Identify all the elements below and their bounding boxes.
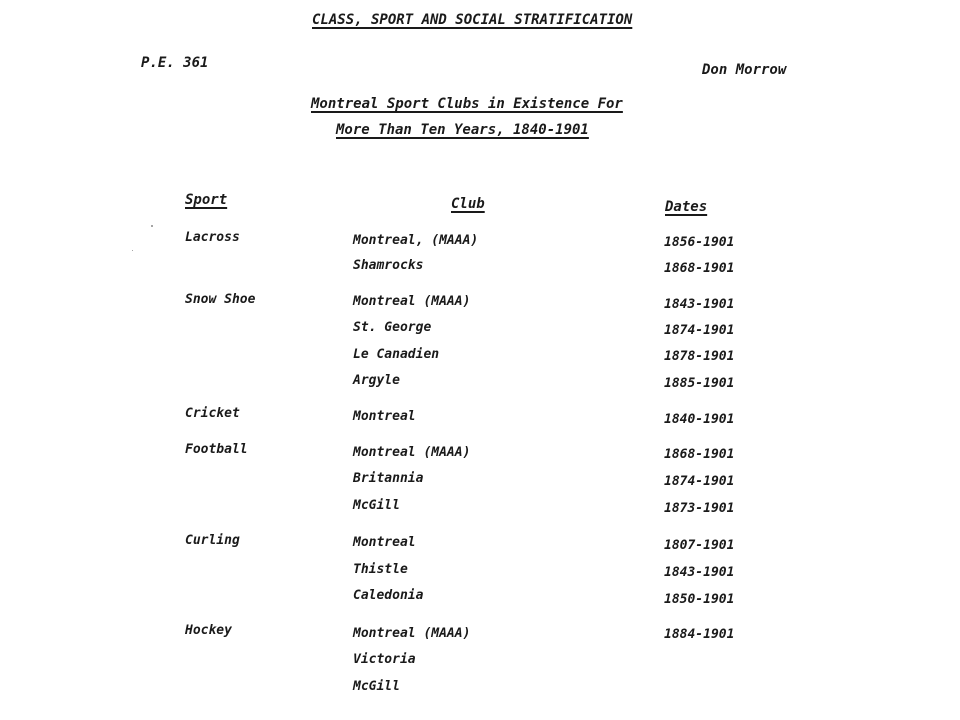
column-header-dates: Dates [665,199,708,215]
dates-cell: 1885-1901 [664,376,735,391]
club-cell: Montreal (MAAA) [353,626,471,641]
club-cell: McGill [353,498,400,513]
author-name: Don Morrow [702,62,787,78]
column-header-sport: Sport [185,192,228,208]
scan-speck [132,250,133,251]
club-cell: Argyle [353,373,400,388]
dates-cell: 1856-1901 [664,235,735,250]
table-title-line-1: Montreal Sport Clubs in Existence For [311,96,623,112]
sport-cell: Curling [185,533,240,548]
scan-speck [151,225,153,227]
dates-cell: 1868-1901 [664,261,735,276]
club-cell: Shamrocks [353,258,424,273]
sport-cell: Cricket [185,406,240,421]
column-header-club: Club [451,196,485,212]
sport-cell: Football [185,442,248,457]
dates-cell: 1873-1901 [664,501,735,516]
dates-cell: 1868-1901 [664,447,735,462]
sport-cell: Snow Shoe [185,292,256,307]
sport-cell: Lacross [185,230,240,245]
club-cell: Caledonia [353,588,424,603]
dates-cell: 1878-1901 [664,349,735,364]
dates-cell: 1874-1901 [664,474,735,489]
club-cell: St. George [353,320,432,335]
club-cell: Britannia [353,471,424,486]
course-code: P.E. 361 [141,55,209,71]
club-cell: Thistle [353,562,408,577]
dates-cell: 1874-1901 [664,323,735,338]
club-cell: Montreal [353,535,416,550]
dates-cell: 1807-1901 [664,538,735,553]
club-cell: Montreal, (MAAA) [353,233,479,248]
club-cell: Le Canadien [353,347,440,362]
club-cell: Montreal [353,409,416,424]
club-cell: McGill [353,679,400,694]
dates-cell: 1850-1901 [664,592,735,607]
dates-cell: 1884-1901 [664,627,735,642]
sport-cell: Hockey [185,623,232,638]
dates-cell: 1843-1901 [664,565,735,580]
page-heading: CLASS, SPORT AND SOCIAL STRATIFICATION [312,12,633,28]
club-cell: Montreal (MAAA) [353,445,471,460]
dates-cell: 1840-1901 [664,412,735,427]
table-title-line-2: More Than Ten Years, 1840-1901 [336,122,589,138]
club-cell: Victoria [353,652,416,667]
club-cell: Montreal (MAAA) [353,294,471,309]
dates-cell: 1843-1901 [664,297,735,312]
